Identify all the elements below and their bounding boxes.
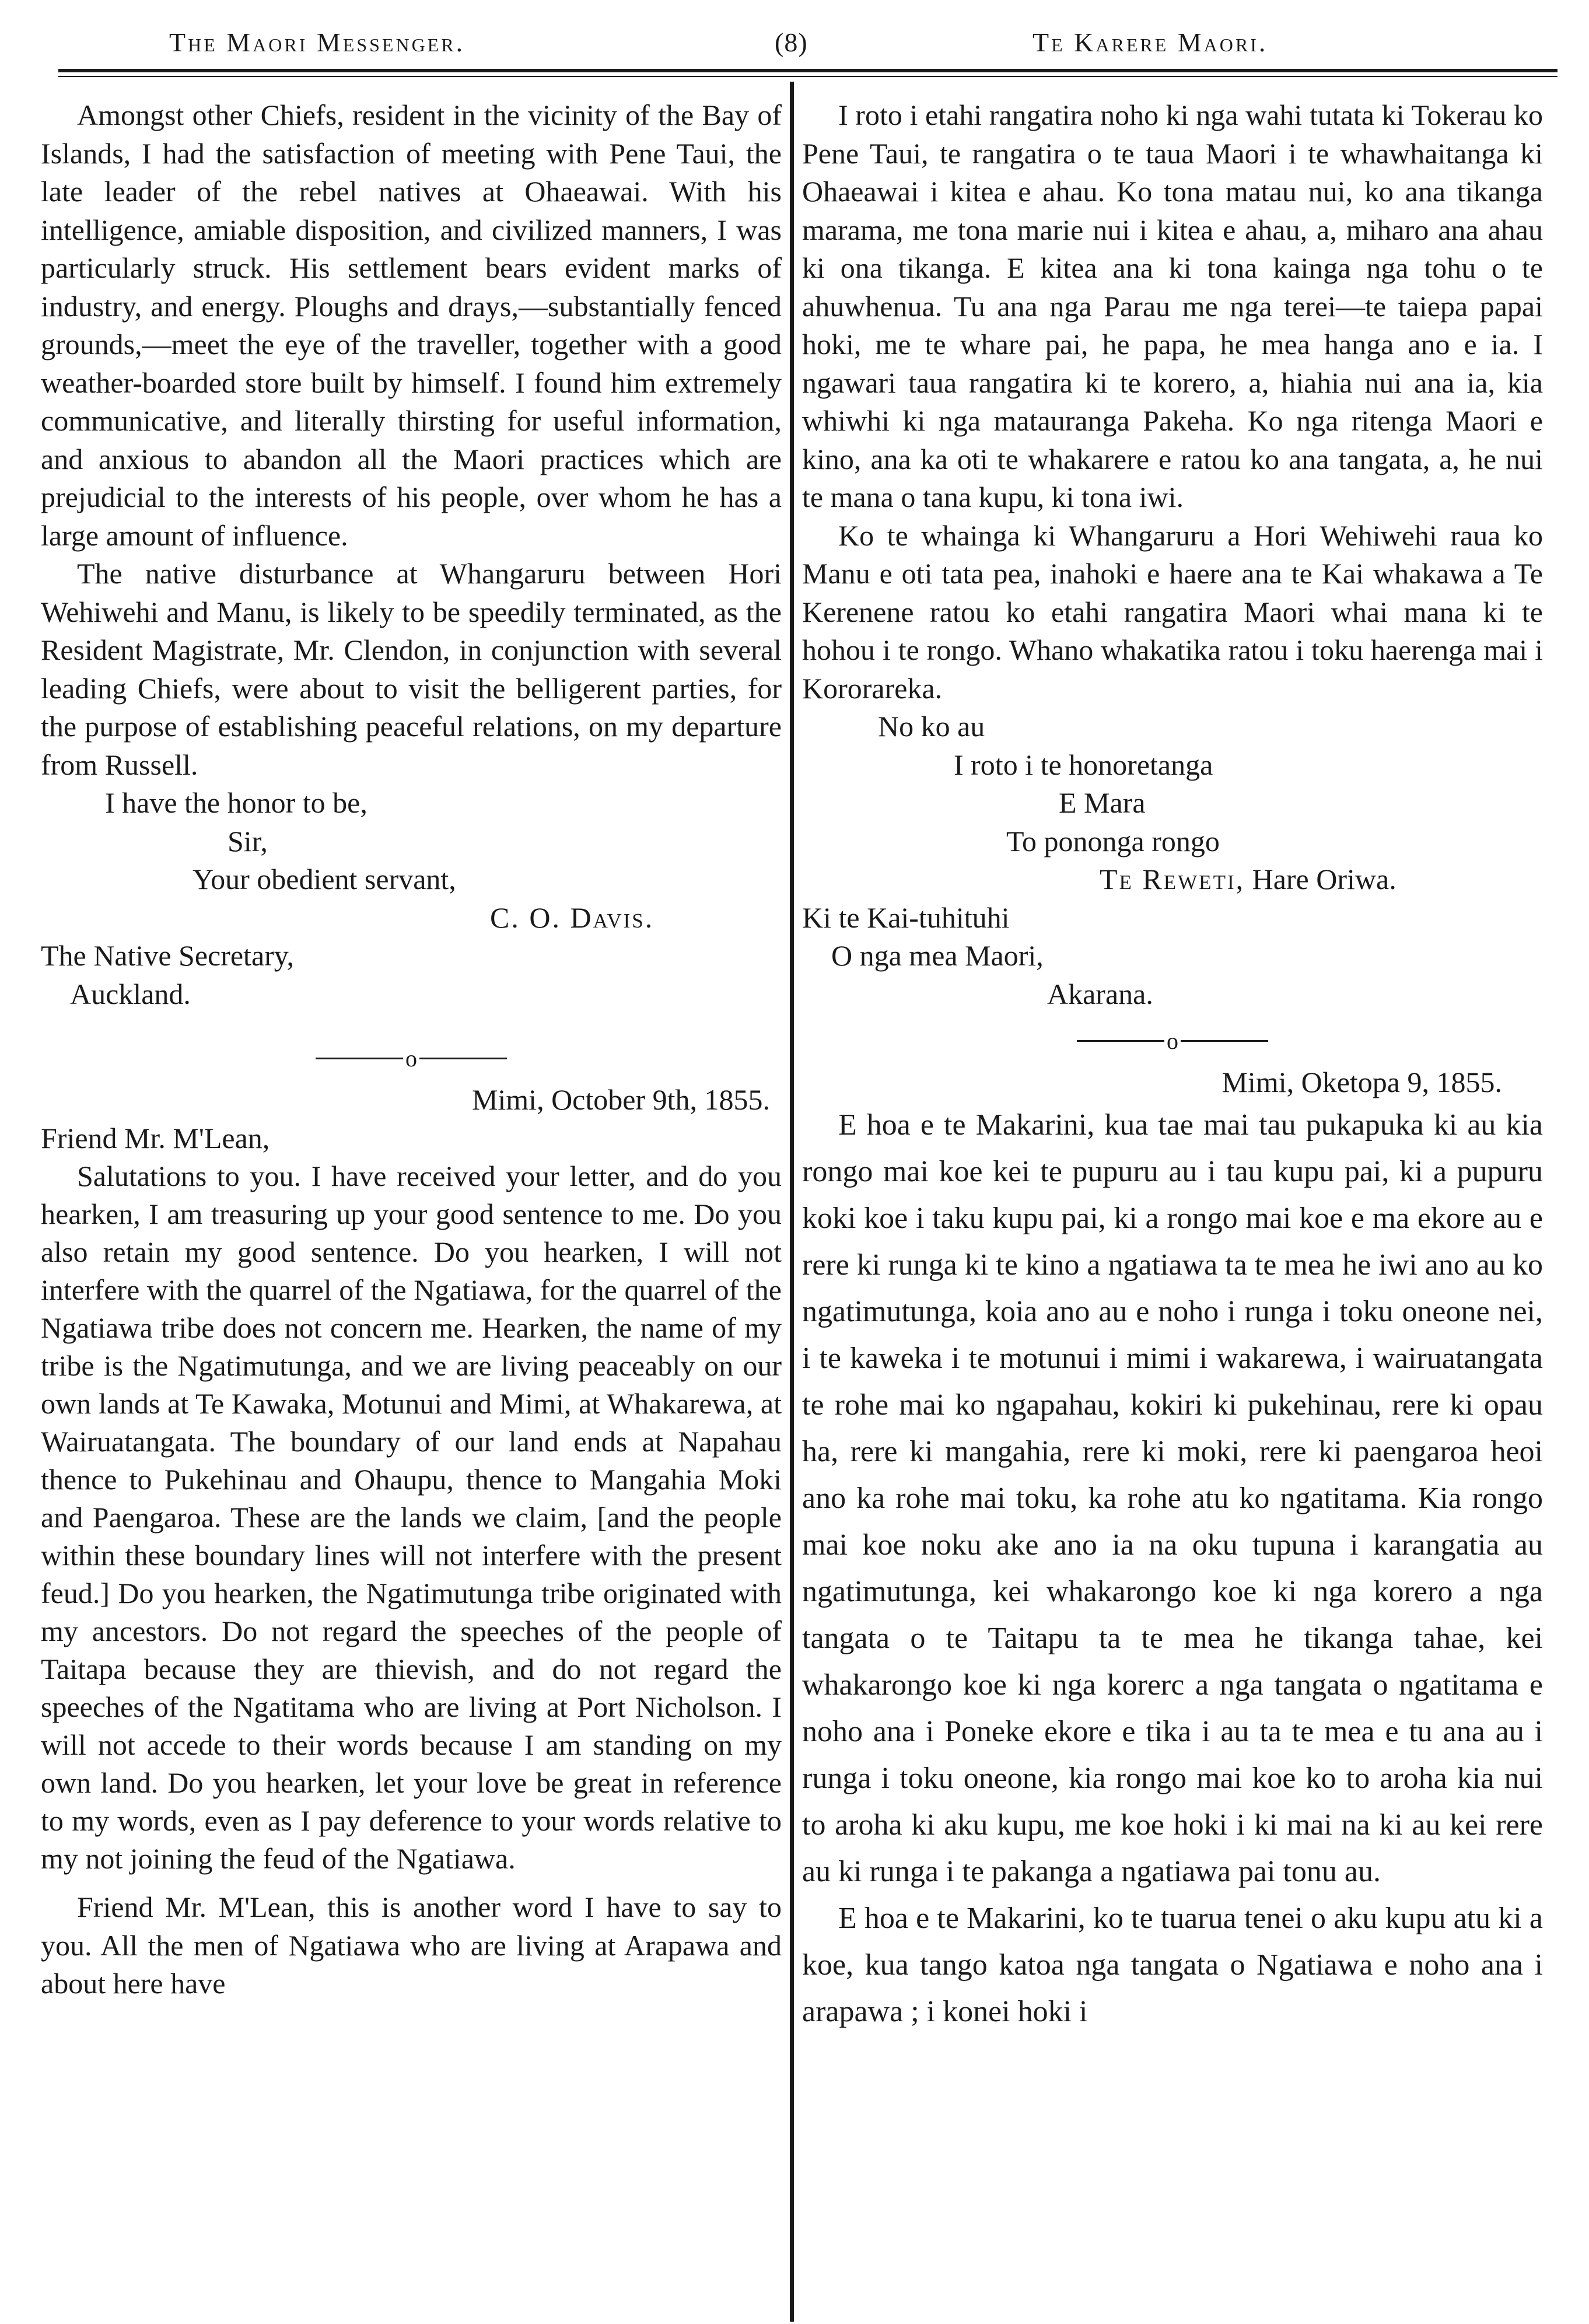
- maori-addressee-1: Ki te Kai-tuhituhi: [802, 901, 1010, 934]
- english-section-separator: o: [41, 1037, 782, 1077]
- maori-signature-name: Te Reweti,: [1100, 863, 1245, 895]
- english-closing-2: Sir,: [228, 824, 268, 858]
- maori-addressee-2: O nga mea Maori,: [831, 939, 1044, 972]
- english-signature: [41, 899, 782, 937]
- column-divider: [790, 82, 794, 2322]
- maori-closing-1: No ko au: [878, 710, 985, 743]
- maori-closing-3: E Mara: [1059, 786, 1146, 819]
- header-right-title: Te Karere Maori.: [1032, 27, 1268, 57]
- header-rule: [58, 69, 1558, 72]
- maori-closing-2: I roto i te honoretanga: [954, 748, 1213, 781]
- maori-signature-rest: Hare Oriwa.: [1252, 863, 1396, 895]
- maori-paragraph-4: E hoa e te Makarini, ko te tuarua tenei o aku kupu atu ki a koe, kua tango katoa nga tangata o Ngatiawa e noho ana i arapawa ; i konei hoki i: [802, 1901, 1543, 2028]
- english-paragraph-2: The native disturbance at Whangaruru between Hori Wehiwehi and Manu, is likely to be speedily terminated, as the Resident Magistrate, Mr. Clendon, in conjunction with several leading Chiefs, were about to visit the belligerent parties, for the purpose of establishing peaceful relations, on my departure from Russell.: [41, 557, 782, 781]
- english-paragraph-3: Salutations to you. I have received your letter, and do you hearken, I am treasuring up your good sentence to me. Do you also retain my good sentence. Do you hearken, I will not interfere with the quarrel of the Ngatiawa, for the quarrel of the Ngatiawa tribe does not concern me. Hearken, the name of my tribe is the Ngatimutunga, and we are living peaceably on our own lands at Te Kawaka, Motunui and Mimi, at Whakarewa, at Wairuatangata. The boundary of our land ends at Napahau thence to Pukehinau and Ohaupu, thence to Mangahia Moki and Paengaroa. These are the lands we claim, [and the people within these boundary lines will not interfere with the present feud.] Do you hearken, the Ngatimutunga tribe originated with my ancestors. Do not regard the speeches of the people of Taitapa because they are thievish, and do not regard the speeches of the Ngatitama who are living at Port Nicholson. I will not accede to their words because I am standing on my own land. Do you hearken, let your love be great in reference to my words, even as I pay deference to your words relative to my not joining the feud of the Ngatiawa.: [41, 1160, 782, 1875]
- signature-name: C. O. Davis.: [490, 901, 654, 934]
- english-closing-1: I have the honor to be,: [105, 786, 368, 819]
- page-number: (8): [775, 27, 808, 57]
- english-closing-3: Your obedient servant,: [192, 863, 456, 895]
- english-column: [41, 96, 782, 2003]
- maori-column: [802, 96, 1543, 2035]
- english-addressee-1: The Native Secretary,: [41, 939, 295, 972]
- english-paragraph-1: Amongst other Chiefs, resident in the vicinity of the Bay of Islands, I had the satisfaction of meeting with Pene Taui, the late leader of the rebel natives at Ohaeawai. With his intelligence, amiable disposition, and civilized manners, I was particularly struck. His settlement bears evident marks of industry, and energy. Ploughs and drays,—substantially fenced grounds,—meet the eye of the traveller, together with a good weather-boarded store built by himself. I found him extremely communicative, and literally thirsting for useful information, and anxious to abandon all the Maori practices which are prejudicial to the interests of his people, over whom he has a large amount of influence.: [41, 99, 782, 552]
- maori-paragraph-3: E hoa e te Makarini, kua tae mai tau pukapuka ki au kia rongo mai koe kei te pupuru au i tau kupu pai, ki a pupuru koki koe i taku kupu pai, ki a rongo mai koe e ma ekore au e rere ki runga ki te kino a ngatiawa ta te mea he iwi ano au ko ngatimutunga, koia ano au e noho i runga i toku oneone nei, i te kaweka i te motunui i mimi i wakarewa, i wairuatangata te rohe mai ko ngapahau, kokiri ki pukehinau, rere ki opau ha, rere ki mangahia, rere ki moki, rere ki paengaroa heoi ano ka rohe mai toku, ka rohe atu ko ngatitama. Kia rongo mai koe noku ake ano ia na oku tupuna i karangatia au ngatimutunga, kei whakarongo koe ki nga korero a nga tangata o te Taitapu ta te mea he tikanga tahae, kei whakarongo koe ki nga korerc a nga tangata o ngatitama e noho ana i Poneke ekore e tika i au ta te mea e tu ana au i runga i toku oneone, kia rongo mai koe ko to aroha kia nui to aroha ki aku kupu, me koe hoki i ki mai na ki au kei rere au ki runga i te pakanga a ngatiawa pai tonu au.: [802, 1108, 1543, 1888]
- english-salutation: Friend Mr. M'Lean,: [41, 1121, 270, 1154]
- maori-closing-4: To pononga rongo: [1006, 824, 1220, 858]
- english-paragraph-4: Friend Mr. M'Lean, this is another word I have to say to you. All the men of Ngatiawa who are living at Arapawa and about here have: [41, 1891, 782, 2000]
- maori-paragraph-2: Ko te whainga ki Whangaruru a Hori Wehiwehi raua ko Manu e oti tata pea, inahoki e haere ana te Kai whakawa a Te Kerenene ratou ko etahi rangatira Maori whai mana ki te hohou i te rongo. Whano whakatika ratou i toku haerenga mai i Kororareka.: [802, 519, 1543, 705]
- maori-signature: [802, 860, 1543, 899]
- header-left-title: The Maori Messenger.: [169, 27, 466, 57]
- header-rule-thin: [58, 76, 1558, 77]
- maori-addressee-3: Akarana.: [1047, 977, 1153, 1010]
- maori-paragraph-1: I roto i etahi rangatira noho ki nga wahi tutata ki Tokerau ko Pene Taui, te rangatira o te taua Maori i te whawhaitanga ki Ohaeawai i kitea e ahau. Ko tona matau nui, ko ana tikanga marama, me tona marie nui i kitea e ahau, a, miharo ana ahau ki ona tikanga. E kitea ana ki tona kainga nga tohu o te ahuwhenua. Tu ana nga Parau me nga terei—te taiepa papai hoki, me te whare pai, he papa, he mea hanga ano e ia. I ngawari taua rangatira ki te korero, a, hiahia nui ana ia, kia whiwhi ki nga matauranga Pakeha. Ko nga ritenga Maori e kino, ana ka oti te whakarere e ratou ko ana tangata, a, he nui te mana o tana kupu, ki tona iwi.: [802, 99, 1543, 513]
- maori-letter-date: Mimi, Oketopa 9, 1855.: [1222, 1066, 1502, 1098]
- maori-section-separator: o: [802, 1019, 1543, 1060]
- page-header: [47, 24, 1563, 65]
- english-letter-date: Mimi, October 9th, 1855.: [471, 1083, 770, 1116]
- english-addressee-2: Auckland.: [70, 977, 191, 1010]
